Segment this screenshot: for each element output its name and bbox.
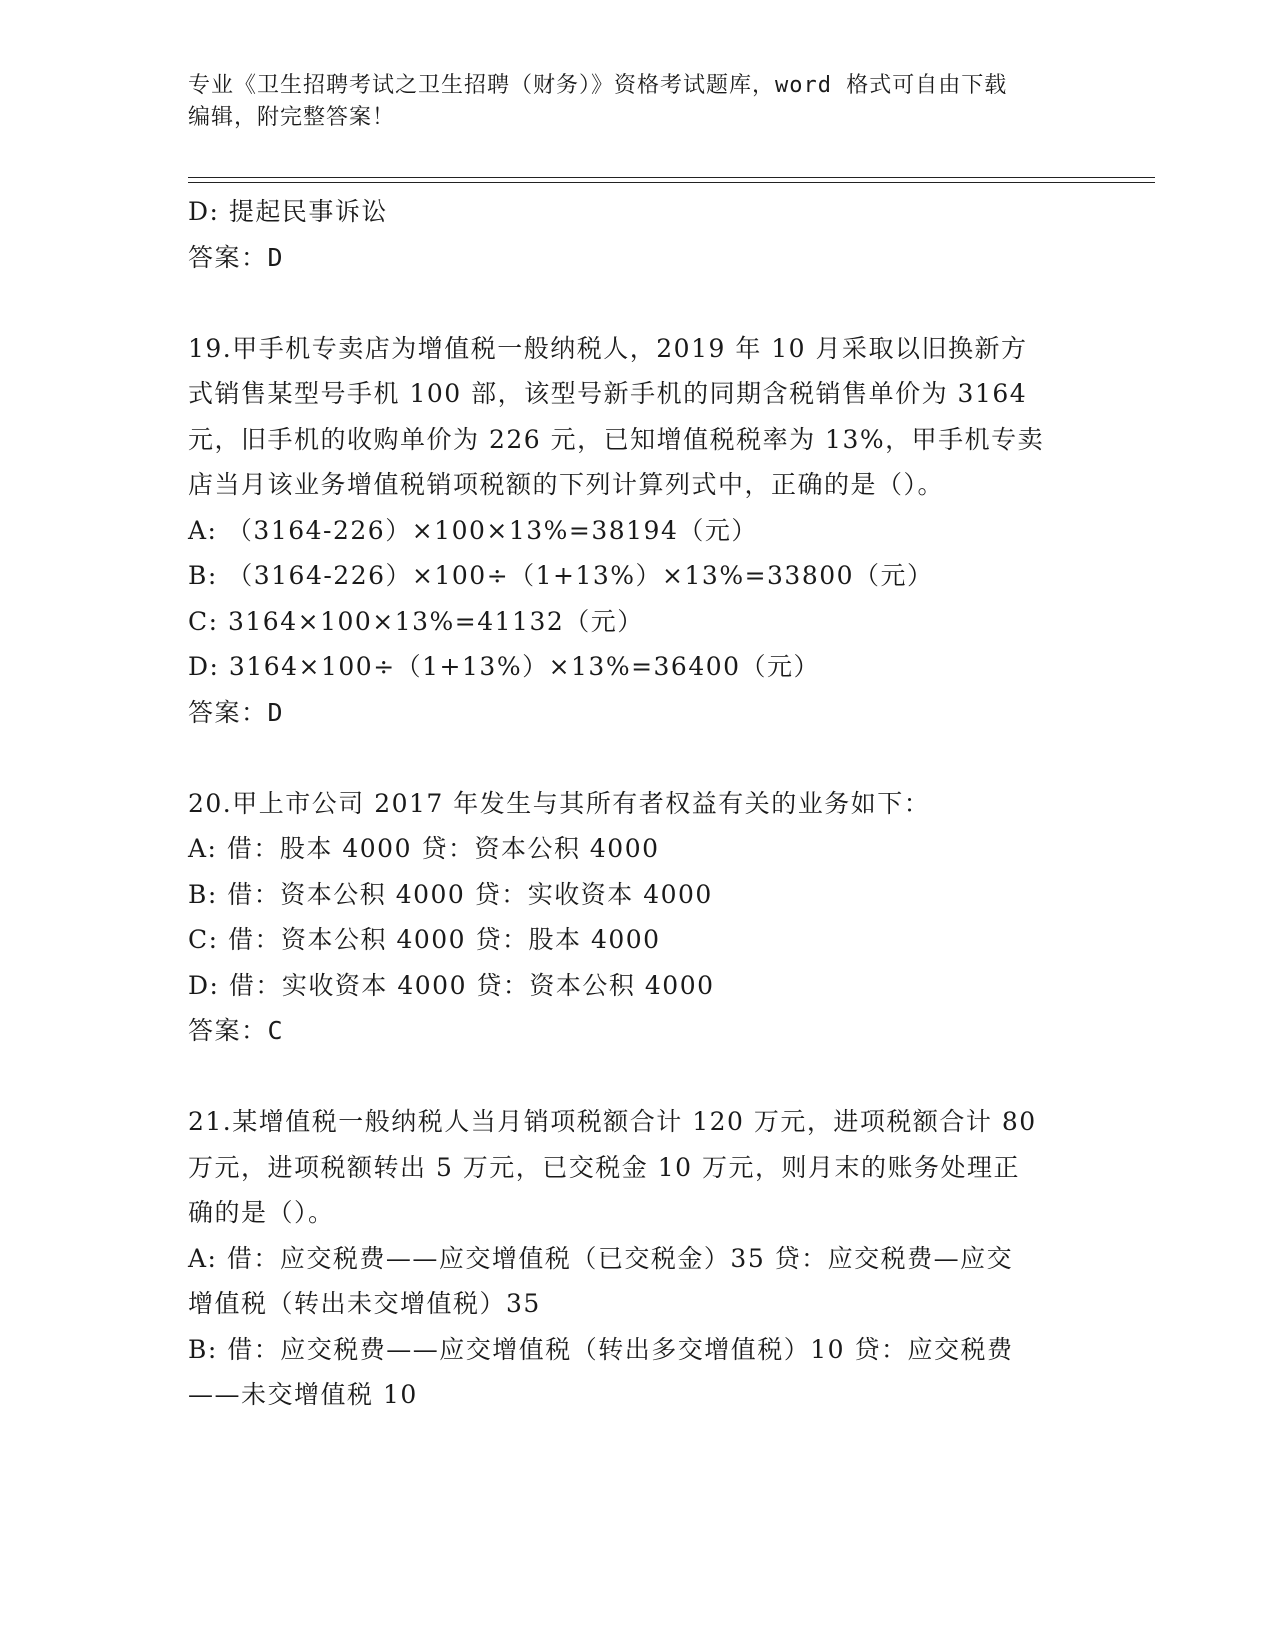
option-a: A: 借：应交税费——应交增值税（已交税金）35 贷：应交税费—应交 (188, 1243, 1014, 1273)
question-20 (188, 781, 1078, 1054)
question-stem-line: 20.甲上市公司 2017 年发生与其所有者权益有关的业务如下： (188, 788, 931, 818)
header-line-1: 专业《卫生招聘考试之卫生招聘（财务）》资格考试题库，word 格式可自由下载 (188, 73, 1008, 98)
option-d: D: 借：实收资本 4000 贷：资本公积 4000 (188, 970, 715, 1000)
spacer (188, 735, 1078, 781)
option-b-continued: ——未交增值税 10 (188, 1380, 418, 1409)
question-stem-line: 元，旧手机的收购单价为 226 元，已知增值税税率为 13%，甲手机专卖 (188, 424, 1045, 454)
answer: 答案：D (188, 697, 285, 727)
question-stem-line: 万元，进项税额转出 5 万元，已交税金 10 万元，则月末的账务处理正 (188, 1152, 1021, 1182)
prev-option-d: D: 提起民事诉讼 (188, 197, 388, 226)
spacer (188, 1054, 1078, 1100)
header-divider-top (188, 177, 1155, 178)
question-stem-line: 19.甲手机专卖店为增值税一般纳税人，2019 年 10 月采取以旧换新方 (188, 333, 1028, 363)
option-b: B: 借：应交税费——应交增值税（转出多交增值税）10 贷：应交税费 (188, 1334, 1014, 1364)
option-b: B: 借：资本公积 4000 贷：实收资本 4000 (188, 879, 713, 909)
answer: 答案：C (188, 1016, 285, 1045)
document-body (188, 189, 1078, 1418)
option-a: A: 借：股本 4000 贷：资本公积 4000 (188, 834, 660, 863)
question-stem-line: 确的是（）。 (188, 1198, 335, 1227)
header-divider-bottom (188, 182, 1155, 183)
option-c: C: 借：资本公积 4000 贷：股本 4000 (188, 925, 661, 954)
option-a-continued: 增值税（转出未交增值税）35 (188, 1289, 541, 1318)
question-stem-line: 店当月该业务增值税销项税额的下列计算列式中，正确的是（）。 (188, 470, 945, 499)
question-stem-line: 21.某增值税一般纳税人当月销项税额合计 120 万元，进项税额合计 80 (188, 1107, 1037, 1136)
option-d: D: 3164×100÷（1+13%）×13%=36400（元） (188, 652, 821, 681)
option-c: C: 3164×100×13%=41132（元） (188, 606, 644, 636)
question-19 (188, 326, 1078, 736)
option-a: A: （3164-226）×100×13%=38194（元） (188, 515, 758, 545)
option-b: B: （3164-226）×100÷（1+13%）×13%=33800（元） (188, 561, 934, 590)
spacer (188, 280, 1078, 326)
prev-answer: 答案：D (188, 242, 285, 272)
question-stem-line: 式销售某型号手机 100 部，该型号新手机的同期含税销售单价为 3164 (188, 379, 1028, 408)
question-21 (188, 1099, 1078, 1418)
header-line-2: 编辑，附完整答案！ (188, 105, 396, 130)
document-header (188, 70, 1068, 134)
